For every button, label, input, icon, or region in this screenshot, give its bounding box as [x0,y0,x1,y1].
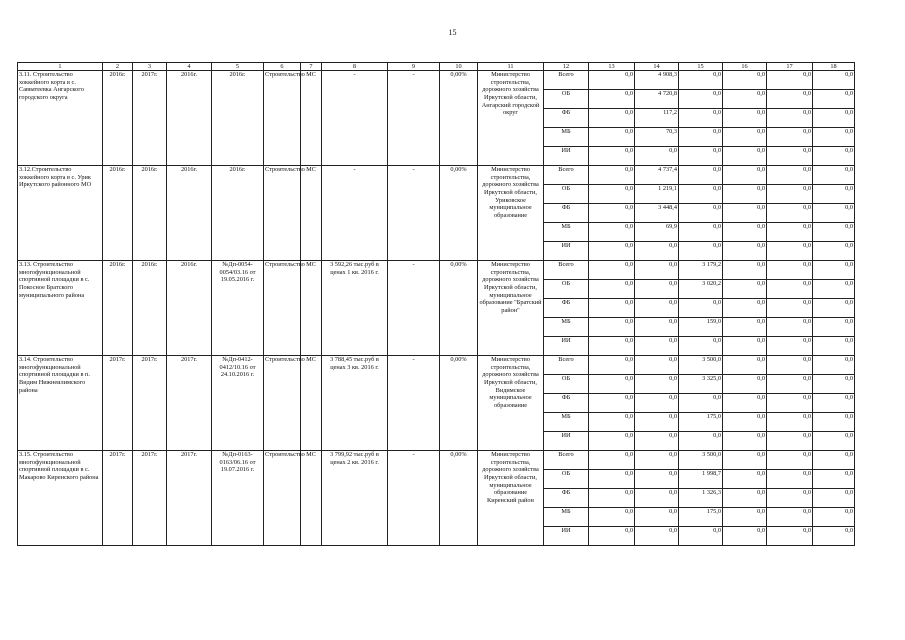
amount-cell: 1 326,3 [679,489,723,508]
amount-cell: 69,9 [635,223,679,242]
amount-cell: 0,0 [679,185,723,204]
amount-cell: 0,0 [813,337,855,356]
funding-source-cell: ОБ [544,375,589,394]
responsible-executor-cell: Министерство строительства, дорожного хозяйства Иркутской области, муниципальное образование "Братский район" [478,261,544,356]
amount-cell: 0,0 [589,337,635,356]
page-number: 15 [448,28,457,37]
funding-source-cell: Всего [544,71,589,90]
amount-cell: 0,0 [767,527,813,546]
amount-cell: 0,0 [635,451,679,470]
commission-year-cell: 2016г. [167,71,212,166]
funding-source-cell: МБ [544,413,589,432]
amount-cell: 0,0 [635,337,679,356]
amount-cell: 0,0 [723,508,767,527]
amount-cell: 0,0 [813,318,855,337]
amount-cell: 0,0 [813,128,855,147]
end-year-cell: 2016г. [133,166,167,261]
column-number: 9 [388,63,440,71]
readiness-cell: 0,00% [440,71,478,166]
amount-cell: 0,0 [589,432,635,451]
amount-cell: 0,0 [723,204,767,223]
amount-cell: 0,0 [635,356,679,375]
amount-cell: 0,0 [813,527,855,546]
amount-cell: 0,0 [589,470,635,489]
funding-source-cell: ФБ [544,394,589,413]
amount-cell: 0,0 [679,337,723,356]
project-doc-cell: 2016г. [212,71,264,166]
amount-cell: 117,2 [635,109,679,128]
amount-cell: 0,0 [589,413,635,432]
funding-source-cell: ФБ [544,489,589,508]
start-year-cell: 2016г. [103,166,133,261]
amount-cell: 0,0 [589,280,635,299]
amount-cell: 159,0 [679,318,723,337]
amount-cell: 0,0 [635,299,679,318]
amount-cell: 0,0 [635,394,679,413]
amount-cell: 0,0 [813,280,855,299]
object-name-cell: 3.15. Строительство многофункциональной спортивной площадки в с. Макарово Киренского района [18,451,103,546]
amount-cell: 0,0 [767,337,813,356]
amount-cell: 4 720,8 [635,90,679,109]
amount-cell: 0,0 [767,299,813,318]
amount-cell: 0,0 [813,489,855,508]
amount-cell: 0,0 [813,242,855,261]
amount-cell: 0,0 [679,109,723,128]
column-number: 14 [635,63,679,71]
funding-source-cell: ФБ [544,109,589,128]
amount-cell: 0,0 [723,166,767,185]
amount-cell: 3 020,2 [679,280,723,299]
amount-cell: 3 448,4 [635,204,679,223]
amount-cell: 0,0 [767,356,813,375]
amount-cell: 0,0 [767,318,813,337]
amount-cell: 0,0 [589,223,635,242]
funding-source-cell: ФБ [544,204,589,223]
amount-cell: 0,0 [679,432,723,451]
amount-cell: 0,0 [813,204,855,223]
funding-source-cell: ОБ [544,470,589,489]
amount-cell: 0,0 [589,90,635,109]
column-number: 7 [301,63,322,71]
amount-cell: 0,0 [635,147,679,166]
amount-cell: 3 179,2 [679,261,723,280]
amount-cell: 0,0 [767,185,813,204]
funding-source-cell: ИИ [544,242,589,261]
capacity-cell: - [388,451,440,546]
amount-cell: 0,0 [767,204,813,223]
amount-cell: 0,0 [767,261,813,280]
amount-cell: 0,0 [767,166,813,185]
funding-source-cell: Всего [544,166,589,185]
funding-source-cell: Всего [544,356,589,375]
funding-source-cell: МБ [544,508,589,527]
responsible-executor-cell: Министерство строительства, дорожного хозяйства Иркутской области, Уриковское муниципальное образование [478,166,544,261]
start-year-cell: 2016г. [103,71,133,166]
amount-cell: 0,0 [635,470,679,489]
amount-cell: 0,0 [589,242,635,261]
column-number: 13 [589,63,635,71]
customer-cell: МС [301,451,322,546]
amount-cell: 0,0 [635,508,679,527]
column-number: 18 [813,63,855,71]
start-year-cell: 2017г. [103,451,133,546]
column-number: 5 [212,63,264,71]
object-name-cell: 3.12.Строительство хоккейного корта в с. Урик Иркутского районного МО [18,166,103,261]
amount-cell: 0,0 [589,261,635,280]
amount-cell: 0,0 [589,508,635,527]
amount-cell: 3 500,0 [679,451,723,470]
amount-cell: 1 998,7 [679,470,723,489]
amount-cell: 175,0 [679,508,723,527]
funding-source-cell: ОБ [544,185,589,204]
amount-cell: 0,0 [679,90,723,109]
amount-cell: 0,0 [813,223,855,242]
table-row [18,356,855,375]
funding-source-cell: МБ [544,128,589,147]
funding-source-cell: ИИ [544,432,589,451]
amount-cell: 0,0 [723,280,767,299]
column-number: 4 [167,63,212,71]
commission-year-cell: 2017г. [167,356,212,451]
column-number: 16 [723,63,767,71]
amount-cell: 0,0 [723,128,767,147]
project-doc-cell: 2016г. [212,166,264,261]
amount-cell: 0,0 [813,185,855,204]
work-type-cell: Строительство [264,451,301,546]
commission-year-cell: 2017г. [167,451,212,546]
amount-cell: 0,0 [813,90,855,109]
estimated-cost-cell: 3 788,45 тыс.руб в ценах 3 кв. 2016 г. [322,356,388,451]
amount-cell: 0,0 [723,109,767,128]
amount-cell: 0,0 [813,451,855,470]
readiness-cell: 0,00% [440,356,478,451]
customer-cell: МС [301,356,322,451]
capacity-cell: - [388,356,440,451]
funding-source-cell: ИИ [544,147,589,166]
estimated-cost-cell: - [322,166,388,261]
project-doc-cell: №Дп-0054-0054/03.16 от 19.05.2016 г. [212,261,264,356]
funding-source-cell: ФБ [544,299,589,318]
work-type-cell: Строительство [264,356,301,451]
amount-cell: 0,0 [767,470,813,489]
object-name-cell: 3.14. Строительство многофункциональной спортивной площадки в п. Видим Нижнеилимского района [18,356,103,451]
amount-cell: 0,0 [723,413,767,432]
funding-source-cell: Всего [544,261,589,280]
funding-source-cell: ОБ [544,90,589,109]
amount-cell: 0,0 [679,527,723,546]
project-doc-cell: №Дп-0412-0412/10.16 от 24.10.2016 г. [212,356,264,451]
end-year-cell: 2016г. [133,261,167,356]
table-row [18,71,855,90]
amount-cell: 0,0 [813,299,855,318]
funding-source-cell: Всего [544,451,589,470]
column-number: 3 [133,63,167,71]
readiness-cell: 0,00% [440,451,478,546]
amount-cell: 0,0 [723,242,767,261]
amount-cell: 0,0 [767,413,813,432]
funding-source-cell: МБ [544,223,589,242]
capacity-cell: - [388,261,440,356]
column-number-row [18,63,855,71]
amount-cell: 175,0 [679,413,723,432]
amount-cell: 0,0 [679,147,723,166]
capacity-cell: - [388,166,440,261]
column-number: 6 [264,63,301,71]
column-number: 11 [478,63,544,71]
amount-cell: 0,0 [635,375,679,394]
amount-cell: 0,0 [589,299,635,318]
column-number: 1 [18,63,103,71]
amount-cell: 0,0 [589,71,635,90]
amount-cell: 0,0 [767,432,813,451]
amount-cell: 0,0 [635,527,679,546]
amount-cell: 0,0 [723,71,767,90]
amount-cell: 0,0 [723,470,767,489]
amount-cell: 3 325,0 [679,375,723,394]
funding-source-cell: ИИ [544,527,589,546]
amount-cell: 0,0 [767,128,813,147]
amount-cell: 0,0 [767,147,813,166]
amount-cell: 0,0 [679,166,723,185]
capacity-cell: - [388,71,440,166]
readiness-cell: 0,00% [440,261,478,356]
amount-cell: 0,0 [589,185,635,204]
amount-cell: 0,0 [767,375,813,394]
work-type-cell: Строительство [264,71,301,166]
amount-cell: 70,3 [635,128,679,147]
customer-cell: МС [301,261,322,356]
commission-year-cell: 2016г. [167,166,212,261]
end-year-cell: 2017г. [133,71,167,166]
amount-cell: 0,0 [723,337,767,356]
readiness-cell: 0,00% [440,166,478,261]
amount-cell: 0,0 [679,204,723,223]
funding-source-cell: МБ [544,318,589,337]
amount-cell: 0,0 [767,451,813,470]
amount-cell: 0,0 [723,394,767,413]
customer-cell: МС [301,166,322,261]
amount-cell: 0,0 [813,375,855,394]
amount-cell: 0,0 [813,508,855,527]
amount-cell: 0,0 [813,166,855,185]
amount-cell: 1 219,1 [635,185,679,204]
funding-source-cell: ИИ [544,337,589,356]
project-doc-cell: №Дп-0163-0163/06.16 от 19.07.2016 г. [212,451,264,546]
amount-cell: 0,0 [679,71,723,90]
amount-cell: 0,0 [813,356,855,375]
amount-cell: 0,0 [767,223,813,242]
table-row [18,261,855,280]
amount-cell: 0,0 [723,375,767,394]
table-row [18,451,855,470]
estimated-cost-cell: 3 592,26 тыс.руб в ценах 1 кв. 2016 г. [322,261,388,356]
amount-cell: 0,0 [813,413,855,432]
amount-cell: 0,0 [635,432,679,451]
estimated-cost-cell: 3 799,92 тыс.руб в ценах 2 кв. 2016 г. [322,451,388,546]
amount-cell: 0,0 [767,242,813,261]
commission-year-cell: 2016г. [167,261,212,356]
amount-cell: 0,0 [635,318,679,337]
amount-cell: 0,0 [723,299,767,318]
amount-cell: 0,0 [813,261,855,280]
amount-cell: 0,0 [635,489,679,508]
amount-cell: 0,0 [767,71,813,90]
amount-cell: 0,0 [679,223,723,242]
work-type-cell: Строительство [264,166,301,261]
amount-cell: 0,0 [589,147,635,166]
column-number: 15 [679,63,723,71]
amount-cell: 0,0 [723,356,767,375]
amount-cell: 0,0 [589,318,635,337]
amount-cell: 0,0 [723,90,767,109]
amount-cell: 0,0 [635,261,679,280]
work-type-cell: Строительство [264,261,301,356]
amount-cell: 0,0 [679,394,723,413]
amount-cell: 0,0 [813,394,855,413]
object-name-cell: 3.13. Строительство многофункциональной спортивной площадки в с. Покосное Братского муниципального района [18,261,103,356]
amount-cell: 4 908,3 [635,71,679,90]
amount-cell: 0,0 [635,413,679,432]
amount-cell: 0,0 [589,489,635,508]
responsible-executor-cell: Министерство строительства, дорожного хозяйства Иркутской области, муниципальное образование Киренский район [478,451,544,546]
amount-cell: 0,0 [723,527,767,546]
end-year-cell: 2017г. [133,451,167,546]
amount-cell: 0,0 [723,185,767,204]
amount-cell: 4 737,4 [635,166,679,185]
amount-cell: 0,0 [723,489,767,508]
amount-cell: 0,0 [679,242,723,261]
amount-cell: 0,0 [589,128,635,147]
amount-cell: 0,0 [679,128,723,147]
amount-cell: 0,0 [635,280,679,299]
amount-cell: 0,0 [723,223,767,242]
amount-cell: 0,0 [589,166,635,185]
funding-source-cell: ОБ [544,280,589,299]
responsible-executor-cell: Министерство строительства, дорожного хозяйства Иркутской области, Видимское муниципальное образование [478,356,544,451]
column-number: 2 [103,63,133,71]
amount-cell: 0,0 [589,204,635,223]
amount-cell: 0,0 [813,109,855,128]
amount-cell: 0,0 [767,90,813,109]
amount-cell: 0,0 [767,109,813,128]
customer-cell: МС [301,71,322,166]
amount-cell: 0,0 [679,299,723,318]
amount-cell: 0,0 [589,394,635,413]
column-number: 17 [767,63,813,71]
amount-cell: 0,0 [767,394,813,413]
amount-cell: 0,0 [589,527,635,546]
amount-cell: 0,0 [589,451,635,470]
object-name-cell: 3.11. Строительство хоккейного корта в с. Савватеевка Ангарского городского округа [18,71,103,166]
table-row [18,166,855,185]
amount-cell: 0,0 [723,318,767,337]
estimated-cost-cell: - [322,71,388,166]
amount-cell: 0,0 [813,147,855,166]
column-number: 8 [322,63,388,71]
amount-cell: 0,0 [723,261,767,280]
amount-cell: 0,0 [813,470,855,489]
amount-cell: 0,0 [589,356,635,375]
amount-cell: 0,0 [813,432,855,451]
column-number: 10 [440,63,478,71]
column-number: 12 [544,63,589,71]
amount-cell: 0,0 [813,71,855,90]
amount-cell: 0,0 [635,242,679,261]
amount-cell: 0,0 [723,451,767,470]
amount-cell: 3 500,0 [679,356,723,375]
end-year-cell: 2017г. [133,356,167,451]
amount-cell: 0,0 [589,109,635,128]
amount-cell: 0,0 [767,489,813,508]
amount-cell: 0,0 [723,147,767,166]
amount-cell: 0,0 [723,432,767,451]
amount-cell: 0,0 [767,280,813,299]
amount-cell: 0,0 [589,375,635,394]
start-year-cell: 2016г. [103,261,133,356]
program-table [17,62,855,546]
amount-cell: 0,0 [767,508,813,527]
start-year-cell: 2017г. [103,356,133,451]
responsible-executor-cell: Министерство строительства, дорожного хозяйства Иркутской области, Ангарский городской округ [478,71,544,166]
